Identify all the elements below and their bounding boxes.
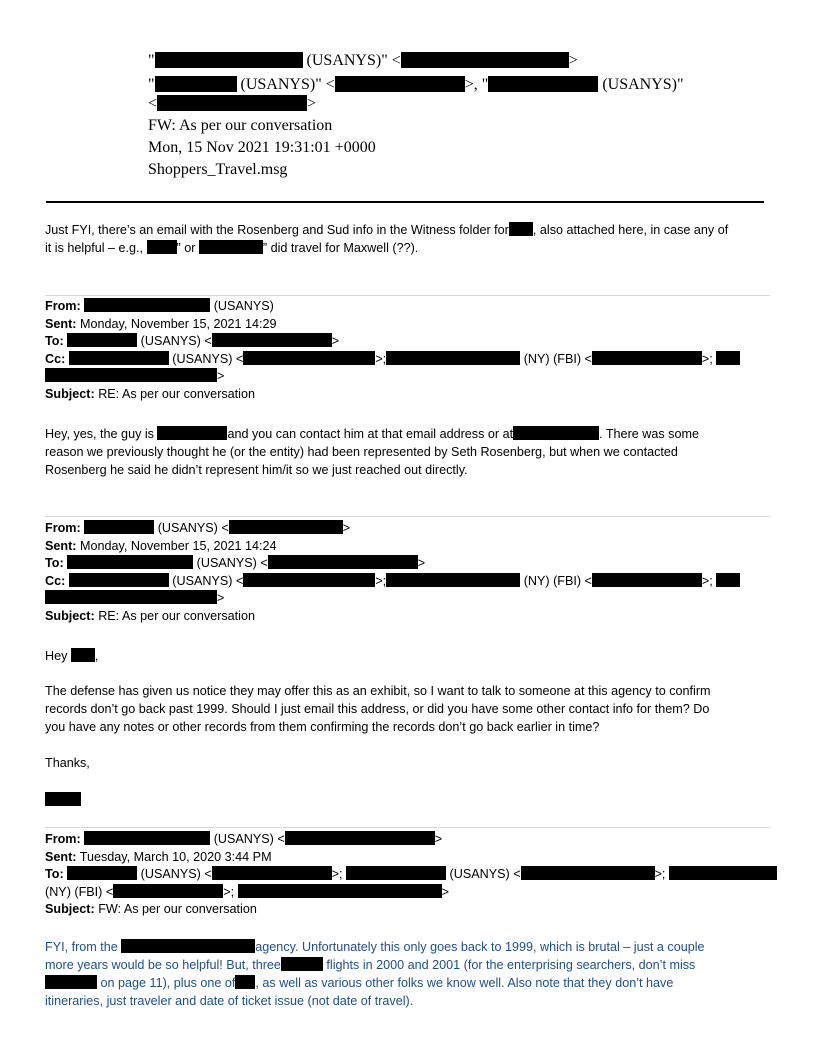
redaction: [121, 939, 255, 953]
message-separator: [45, 295, 770, 296]
redaction: [513, 426, 599, 440]
redaction: [716, 573, 740, 587]
redaction: [386, 351, 520, 365]
redaction: [243, 573, 375, 587]
message-1: From: (USANYS) Sent: Monday, November 15, 2021 14:29 To: (USANYS) < > Cc: (USANYS) < >; (NY) (FBI) < >; > Subject: RE: As per our conversation: [45, 298, 771, 404]
redaction: [212, 333, 332, 347]
redaction: [69, 351, 169, 365]
header-from-org: (USANYS): [306, 52, 382, 69]
header-date-value: Mon, 15 Nov 2021 19:31:01 +0000: [148, 139, 376, 156]
header-divider: [46, 201, 764, 203]
message-separator: [45, 516, 770, 517]
message-3: From: (USANYS) < > Sent: Tuesday, March 10, 2020 3:44 PM To: (USANYS) < >; (USANYS) < >; (NY) (FBI) < >; > Subject: FW: As per our conversation: [45, 831, 771, 919]
redaction: [45, 975, 97, 989]
redaction: [285, 831, 435, 845]
header-to-org1: (USANYS): [240, 76, 316, 93]
redaction: [45, 590, 217, 604]
redaction: [488, 76, 598, 92]
redaction: [157, 426, 227, 440]
redaction: [157, 95, 307, 111]
redaction: [199, 240, 263, 254]
redaction: [235, 975, 255, 989]
redaction: [155, 76, 237, 92]
redaction: [69, 573, 169, 587]
message-3-body: FYI, from the agency. Unfortunately this only goes back to 1999, which is brutal – just a couple more years would be so helpful! But, three flights in 2000 and 2001 (for the enterprising searchers, don’t miss on page 11), plus one of , as well as various other folks we know well. Also note that they don’t have itineraries, just traveler and date of ticket issue (not date of travel).: [45, 940, 705, 1008]
redaction: [401, 52, 569, 68]
message-separator: [45, 827, 770, 828]
redaction: [386, 573, 520, 587]
redaction: [592, 573, 702, 587]
redaction: [155, 52, 303, 68]
redaction: [592, 351, 702, 365]
redaction: [71, 648, 95, 662]
redaction: [669, 866, 777, 880]
redaction: [67, 555, 193, 569]
redaction: [716, 351, 740, 365]
redaction: [243, 351, 375, 365]
message-1-body: Hey, yes, the guy is and you can contact him at that email address or at . There was some reason we previously thought he (or the entity) had been represented by Seth Rosenberg, but when we contacted Rosenberg he said he didn’t represent him/it so we just reached out directly.: [45, 427, 699, 477]
redaction: [335, 76, 465, 92]
message-2-body: Hey ,: [45, 649, 99, 663]
redaction: [212, 866, 332, 880]
redaction: [509, 222, 533, 236]
redaction: [67, 866, 137, 880]
header-subject-value: FW: As per our conversation: [148, 117, 333, 134]
redaction: [268, 555, 418, 569]
message-2-paragraph: The defense has given us notice they may offer this as an exhibit, so I want to talk to someone at this agency to confirm records don’t go back past 1999. Should I just email this address, or did you have some other contact info for them? Do you have any notes or other records from them confirming the records don’t go back earlier in time?: [45, 684, 711, 734]
header-to-org2: (USANYS): [602, 76, 677, 93]
redaction: [45, 368, 217, 382]
redaction: [229, 520, 343, 534]
redaction: [84, 520, 154, 534]
redaction: [84, 298, 210, 312]
redaction: [281, 957, 323, 971]
signature-redaction: [45, 792, 81, 806]
header-embedded-value: Shoppers_Travel.msg: [148, 161, 288, 178]
redaction: [238, 884, 442, 898]
redaction: [67, 333, 137, 347]
message-2-signoff: Thanks,: [45, 756, 90, 770]
redaction: [84, 831, 210, 845]
redaction: [521, 866, 655, 880]
redaction: [113, 884, 223, 898]
redaction: [147, 240, 177, 254]
intro-paragraph: Just FYI, there’s an email with the Rosenberg and Sud info in the Witness folder for , also attached here, in case any of it is helpful – e.g., ” or ” did travel for Maxwell (??).: [45, 223, 729, 255]
message-2: From: (USANYS) < > Sent: Monday, November 15, 2021 14:24 To: (USANYS) < > Cc: (USANYS) < >; (NY) (FBI) < >; > Subject: RE: As per our conversation: [45, 520, 771, 626]
redaction: [346, 866, 446, 880]
